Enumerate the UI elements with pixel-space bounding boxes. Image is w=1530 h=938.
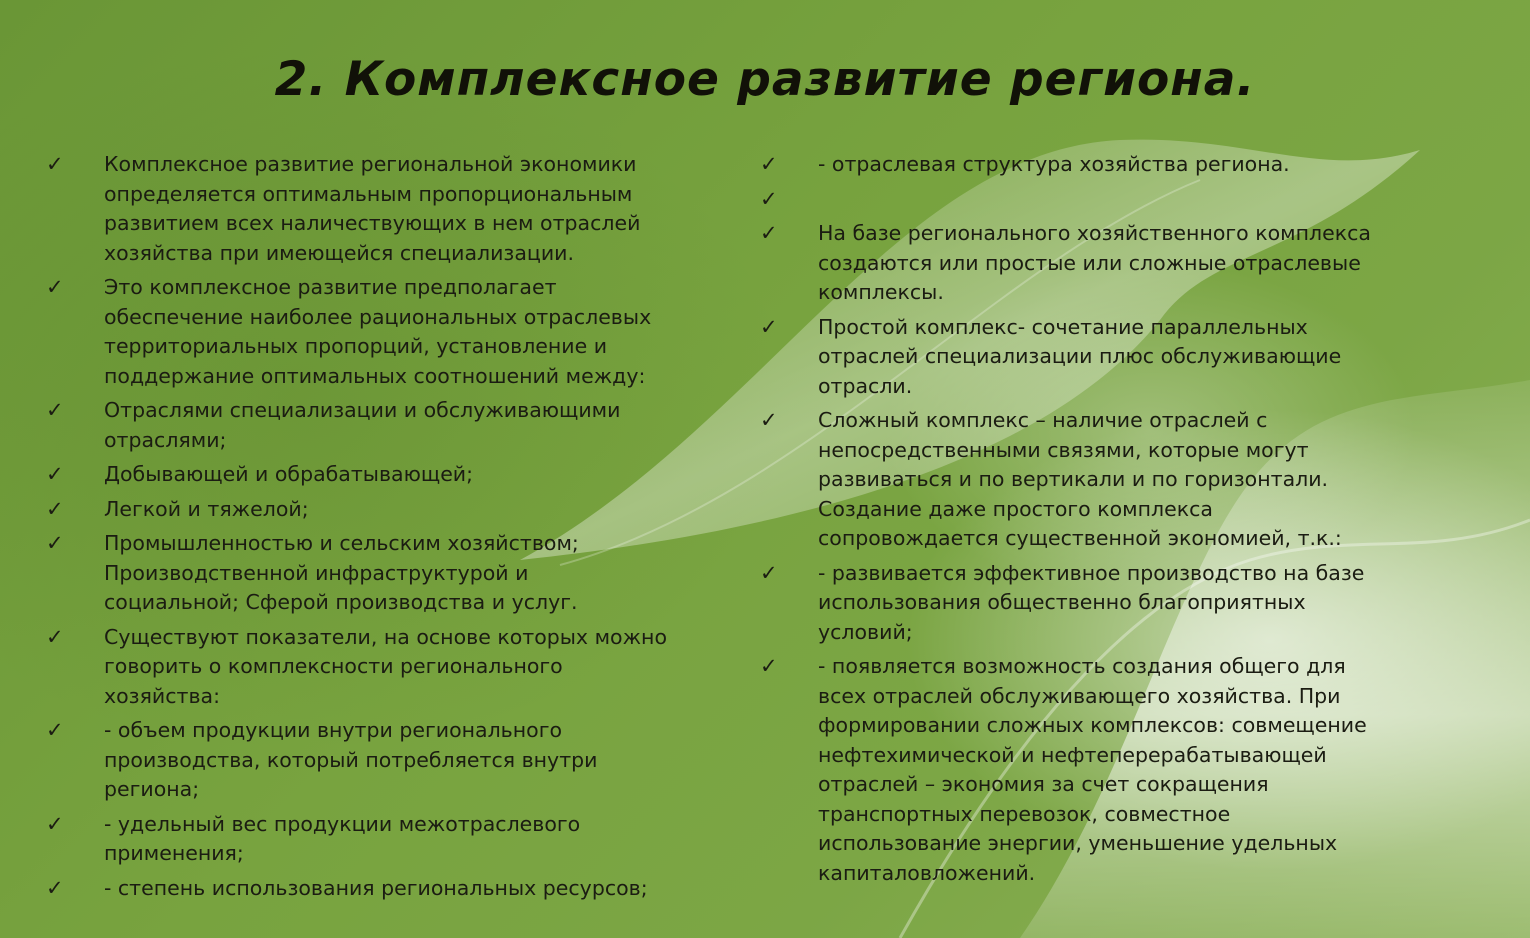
checkmark-icon: ✓ (760, 314, 778, 339)
bullet-text-line: отраслей – экономия за счет сокращения (818, 772, 1269, 796)
bullet-item (760, 150, 1470, 180)
bullet-text-line: отрасли. (818, 373, 913, 398)
bullet-text-line: условий; (818, 619, 913, 644)
bullet-item (760, 219, 1470, 308)
checkmark-icon: ✓ (46, 152, 64, 176)
bullet-text-line: отраслями; (104, 427, 227, 452)
bullet-text-line: Это комплексное развитие предполагает (104, 275, 557, 299)
bullet-text-line: - объем продукции внутри регионального (104, 718, 563, 742)
bullet-text-line: хозяйства при имеющейся специализации. (104, 240, 575, 265)
bullet-item (46, 460, 752, 490)
bullet-text-line: Существуют показатели, на основе которых можно (104, 624, 667, 649)
bullet-text-line: - удельный вес продукции межотраслевого (104, 811, 581, 836)
left-bullet-list (46, 150, 752, 908)
bullet-text-line: - степень использования региональных ресурсов; (104, 875, 648, 900)
bullet-text-line: нефтехимической и нефтеперерабатывающей (818, 742, 1327, 767)
bullet-text-line: Создание даже простого комплекса (818, 496, 1213, 521)
bullet-text-line: говорить о комплексности регионального (104, 654, 563, 678)
checkmark-icon: ✓ (760, 221, 778, 245)
bullet-item (760, 559, 1470, 648)
bullet-text-line: региона; (104, 777, 200, 801)
checkmark-icon: ✓ (46, 531, 64, 555)
bullet-text-line: Добывающей и обрабатывающей; (104, 462, 474, 486)
checkmark-icon: ✓ (46, 811, 64, 836)
checkmark-icon: ✓ (760, 654, 778, 678)
checkmark-icon: ✓ (760, 408, 778, 432)
slide-title: 2. Комплексное развитие региона. (274, 52, 1256, 107)
bullet-item (46, 529, 752, 618)
bullet-item (760, 406, 1470, 554)
bullet-item (46, 150, 752, 268)
bullet-item (46, 810, 752, 869)
bullet-text-line: Отраслями специализации и обслуживающими (104, 398, 621, 422)
bullet-text-line: определяется оптимальным пропорциональным (104, 181, 633, 206)
bullet-text-line: обеспечение наиболее рациональных отраслевых (104, 304, 652, 329)
bullet-text-line: использования общественно благоприятных (818, 590, 1306, 614)
bullet-item (46, 273, 752, 391)
bullet-text-line: применения; (104, 841, 244, 865)
checkmark-icon: ✓ (760, 186, 778, 211)
bullet-text-line: сопровождается существенной экономией, т.к.: (818, 526, 1342, 550)
checkmark-icon: ✓ (46, 875, 64, 900)
bullet-item (46, 716, 752, 805)
checkmark-icon: ✓ (760, 560, 778, 585)
bullet-item (760, 313, 1470, 402)
bullet-text-line: транспортных перевозок, совместное (818, 801, 1231, 826)
bullet-text-line: Промышленностью и сельским хозяйством; (104, 531, 579, 555)
checkmark-icon: ✓ (46, 624, 64, 649)
bullet-text-line: производства, который потребляется внутри (104, 747, 598, 772)
checkmark-icon: ✓ (46, 718, 64, 742)
bullet-text-line: Простой комплекс- сочетание параллельных (818, 314, 1308, 339)
bullet-text-line: - появляется возможность создания общего для (818, 654, 1346, 678)
bullet-text-line: развиваться и по вертикали и по горизонтали. (818, 467, 1329, 491)
bullet-text-line: всех отраслей обслуживающего хозяйства. При (818, 683, 1341, 708)
bullet-text-line: использование энергии, уменьшение удельных (818, 831, 1338, 855)
checkmark-icon: ✓ (46, 398, 64, 422)
bullet-text-line: отраслей специализации плюс обслуживающие (818, 344, 1342, 368)
bullet-text-line: капиталовложений. (818, 860, 1036, 885)
bullet-item (46, 495, 752, 525)
bullet-item (46, 623, 752, 712)
bullet-text-line: - развивается эффективное производство на базе (818, 560, 1365, 585)
bullet-text-line: создаются или простые или сложные отраслевые (818, 250, 1361, 275)
bullet-text-line: поддержание оптимальных соотношений между: (104, 363, 646, 388)
bullet-text-line: территориальных пропорций, установление и (104, 334, 608, 358)
bullet-text-line: Сложный комплекс – наличие отраслей с (818, 408, 1268, 432)
bullet-item (46, 396, 752, 455)
bullet-text-line: - отраслевая структура хозяйства региона. (818, 152, 1290, 176)
bullet-text-line: непосредственными связями, которые могут (818, 437, 1309, 462)
bullet-text-line: комплексы. (818, 280, 944, 304)
bullet-text-line: Легкой и тяжелой; (104, 496, 309, 521)
bullet-text-line: развитием всех наличествующих в нем отраслей (104, 211, 641, 235)
bullet-text-line: хозяйства: (104, 683, 220, 708)
bullet-text-line: Производственной инфраструктурой и (104, 560, 529, 585)
checkmark-icon: ✓ (46, 496, 64, 521)
bullet-item (46, 874, 752, 904)
bullet-text-line: социальной; Сферой производства и услуг. (104, 590, 578, 614)
checkmark-icon: ✓ (46, 275, 64, 299)
bullet-text-line: Комплексное развитие региональной экономики (104, 152, 637, 176)
right-bullet-list (760, 150, 1470, 893)
bullet-item (760, 185, 1470, 215)
checkmark-icon: ✓ (46, 462, 64, 486)
checkmark-icon: ✓ (760, 152, 778, 176)
bullet-text-line: На базе регионального хозяйственного комплекса (818, 221, 1371, 245)
bullet-text-line: формировании сложных комплексов: совмещение (818, 713, 1367, 737)
bullet-item (760, 652, 1470, 888)
